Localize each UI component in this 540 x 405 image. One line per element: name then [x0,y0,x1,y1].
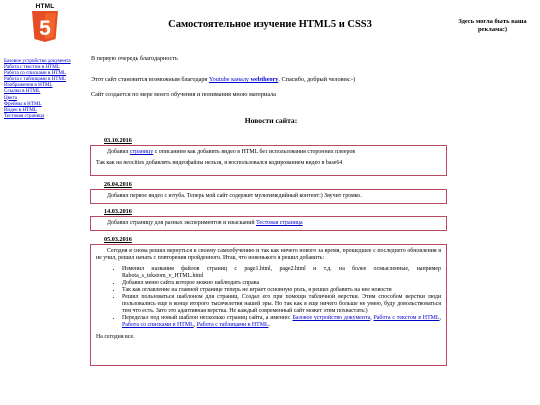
sidebar-item-test-page[interactable]: Тестовая страница [4,112,45,119]
news-text-part: Переделал под новый шаблон несколько страниц сайта, а именно: [122,315,293,321]
intro-credits-text: Этот сайт становится возможным благодаря [91,76,209,83]
sidebar-item-images[interactable]: Изображения в HTML [4,82,53,89]
list-item: • Так как оглавление на главной странице теперь не играет основную роль, я решил добавить на нее новости [122,287,441,294]
link-text-page[interactable]: Работа с текстом в HTML [373,315,440,321]
sidebar-item-frames[interactable]: Фреймы в HTML [4,100,42,107]
news-text: Добавил первое видео с ютуба. Теперь мой сайт содержит мультимедийный контент:) Звучит громко. [107,193,362,199]
logo-number: 5 [39,17,51,40]
sidebar-item-links[interactable]: Ссылки в HTML [4,88,41,95]
sidebar-item-lists[interactable]: Работа со списками в HTML [4,70,67,77]
test-page-link[interactable]: Тестовая страница [256,220,303,226]
changes-list [96,266,441,329]
channel-name: webtheory [250,76,279,83]
news-date: 03.10.2016 [104,137,132,144]
site-title: Самостоятельное изучение HTML5 и CSS3 [168,19,372,30]
separator: , [193,322,197,328]
separator: , [439,315,441,321]
html5-shield-icon [32,11,58,45]
news-closing: На сегодня все. [96,334,135,340]
separator: , [370,315,374,321]
news-text [96,149,441,156]
list-item: • Решил пользоваться шаблоном для страниц. Создал его при помощи табличной верстки. Этим способом верстки люди пользовались еще в конце второго тысячелетия нашей эры. Но так как я еще ничего больше не умею, буду довольствоваться тем что есть. Зато это адаптивная верстка. Не каждый современный сайт может этим похвастать:) [122,294,441,315]
sidebar-item-tables[interactable]: Работа с таблицами в HTML [4,76,67,83]
list-item [122,315,441,329]
news-title: Новости сайта: [244,116,298,125]
youtube-channel-link[interactable] [209,76,279,83]
sidebar-item-colors[interactable]: Цвета [4,94,17,101]
news-date: 26.04.2016 [104,181,132,188]
video-page-link[interactable]: страницу [129,149,154,155]
ad-placeholder: Здесь могла быть ваша реклама:) [458,18,527,33]
sidebar-menu [4,58,84,119]
sidebar-item-basic-structure[interactable]: Базовое устройство документа [4,58,71,64]
news-entry [90,145,447,176]
news-date: 14.03.2016 [104,208,132,215]
intro-credits-end: . Спасибо, добрый человек:-) [278,76,356,83]
sidebar-item-text[interactable]: Работа с текстом в HTML [4,64,60,71]
news-text: Так как на neocities добавлять видеофайлы нельзя, я воспользовался кодированием видео в base64 [96,160,343,166]
news-text-part: Добавил [107,149,130,155]
intro-thanks: В первую очередь благодарность [91,55,178,62]
list-item: • Изменил названия файлов страниц с page1.html, page2.html и т.д. на более осмысленные, например Rabota_s_tekstom_v_HTML.html [122,266,441,280]
youtube-link-text: Youtube каналу [208,76,250,83]
link-tables-page[interactable]: Работа с таблицами в HTML [196,322,269,328]
news-text: Сегодня я снова решил вернуться к своему самообучению и так как ничего нового за время, прошедшее с последнего обновления я не учил, решил начать с повторения пройденного. Итак, что новенького я решил добавить: [96,248,441,261]
intro-credits [91,76,355,84]
list-item: • Добавил меню сайта которое можно наблюдать справа [122,280,441,287]
news-entry [90,244,447,366]
intro-note: Сайт создается по мере моего обучения и понимания мною материала [91,91,276,98]
link-lists-page[interactable]: Работа со списками в HTML [122,322,194,328]
logo-text: HTML [35,3,55,10]
news-date: 05.03.2016 [104,236,132,243]
separator: . [268,322,271,328]
news-text [96,220,441,227]
sidebar-item-video[interactable]: Видео в HTML [4,106,37,113]
news-text-part: Добавил страницу для разных экспериментов и изысканий [107,220,257,226]
html5-logo [30,3,60,45]
link-basic-structure[interactable]: Базовое устройство документа [292,315,371,321]
news-text-part: с описанием как добавить видео в HTML без использования сторонних плееров [153,149,356,155]
news-entry [90,189,447,204]
news-entry [90,216,447,231]
